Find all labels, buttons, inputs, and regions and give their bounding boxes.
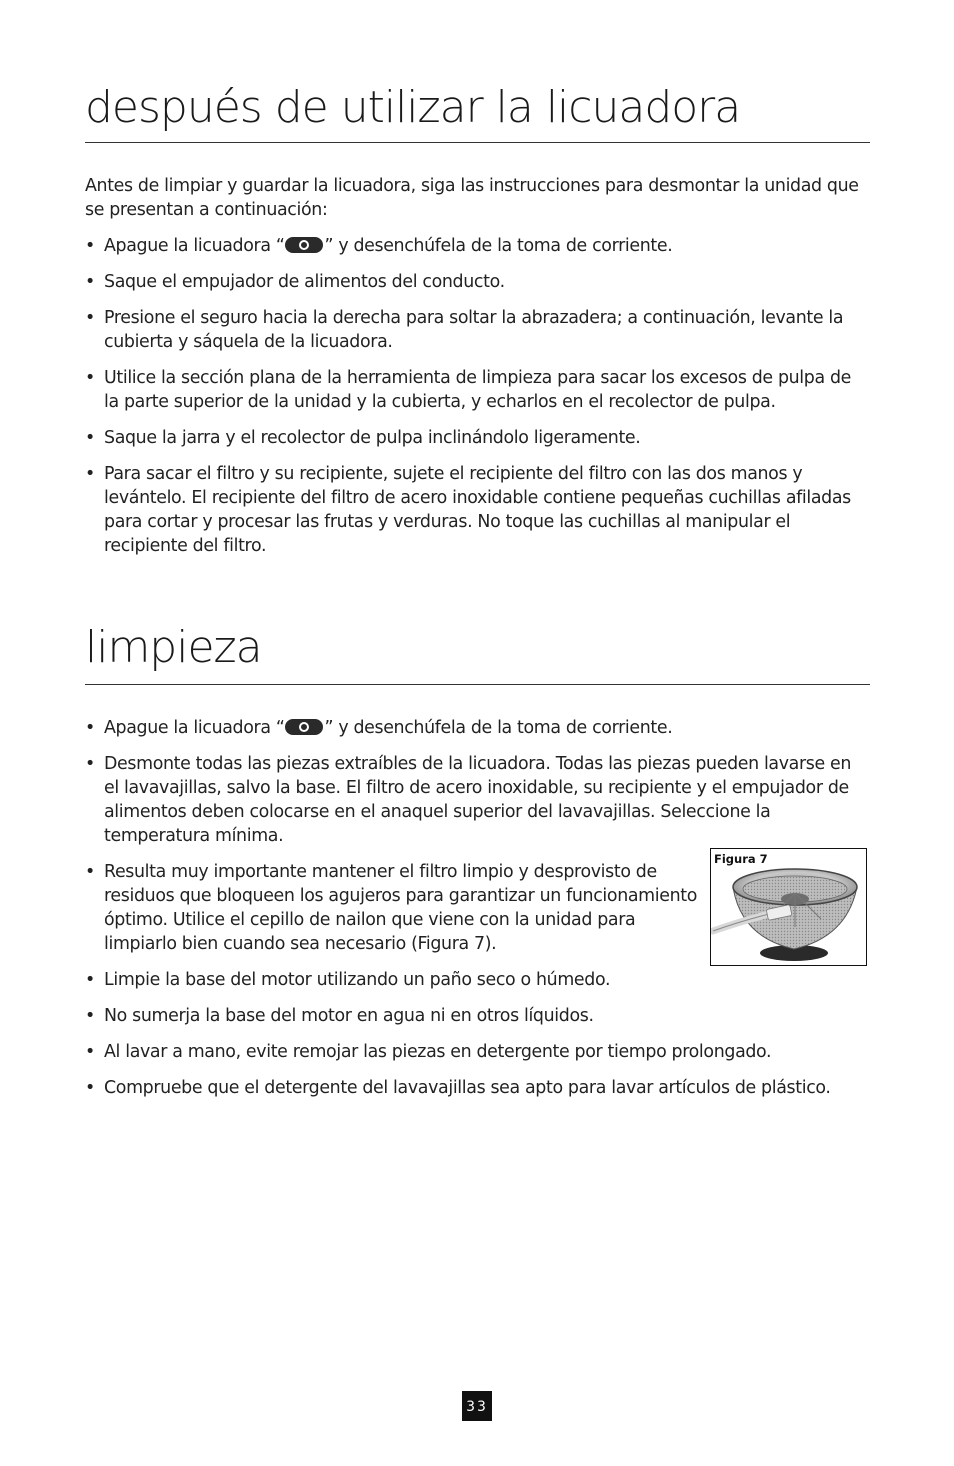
list-item: • Saque el empujador de alimentos del conducto. [85,270,870,294]
after-use-steps-list [85,234,870,570]
filter-basket-illustration [711,849,866,965]
title-divider [85,142,870,143]
list-item: • Apague la licuadora “ ” y desenchúfela de la toma de corriente. [85,716,870,740]
list-item: • No sumerja la base del motor en agua ni en otros líquidos. [85,1004,870,1028]
section-title-after-use: después de utilizar la licuadora [85,82,741,133]
list-item: • Para sacar el filtro y su recipiente, sujete el recipiente del filtro con las dos manos y levántelo. El recipiente del filtro de acero inoxidable contiene pequeñas cuchillas afiladas para cortar y procesar las frutas y verduras. No toque las cuchillas al manipular el recipiente del filtro. [85,462,870,558]
list-item: • Saque la jarra y el recolector de pulpa inclinándolo ligeramente. [85,426,870,450]
intro-paragraph: Antes de limpiar y guardar la licuadora, siga las instrucciones para desmontar la unidad que se presentan a continuación: [85,176,859,220]
list-item: • Limpie la base del motor utilizando un paño seco o húmedo. [85,968,870,992]
power-button-icon [285,719,323,735]
list-item: • Desmonte todas las piezas extraíbles de la licuadora. Todas las piezas pueden lavarse en el lavavajillas, salvo la base. El filtro de acero inoxidable, su recipiente y el empujador de alimentos deben colocarse en el anaquel superior del lavavajillas. Seleccione la temperatura mínima. [85,752,870,848]
list-item: • Compruebe que el detergente del lavavajillas sea apto para lavar artículos de plástico. [85,1076,870,1100]
figure-7-filter-photo [710,848,867,966]
power-button-icon [285,237,323,253]
section-title-cleaning: limpieza [85,622,262,673]
page-number: 33 [462,1391,492,1421]
list-item: • Apague la licuadora “ ” y desenchúfela de la toma de corriente. [85,234,870,258]
list-item: • Al lavar a mano, evite remojar las piezas en detergente por tiempo prolongado. [85,1040,870,1064]
figure-label: Figura 7 [714,852,768,866]
list-item: • Presione el seguro hacia la derecha para soltar la abrazadera; a continuación, levante la cubierta y sáquela de la licuadora. [85,306,870,354]
list-item: • Resulta muy importante mantener el filtro limpio y desprovisto de residuos que bloqueen los agujeros para garantizar un funcionamiento óptimo. Utilice el cepillo de nailon que viene con la unidad para limpiarlo bien cuando sea necesario (Figura 7). [85,860,704,956]
list-item: • Utilice la sección plana de la herramienta de limpieza para sacar los excesos de pulpa de la parte superior de la unidad y la cubierta, y echarlos en el recolector de pulpa. [85,366,870,414]
title-divider [85,684,870,685]
